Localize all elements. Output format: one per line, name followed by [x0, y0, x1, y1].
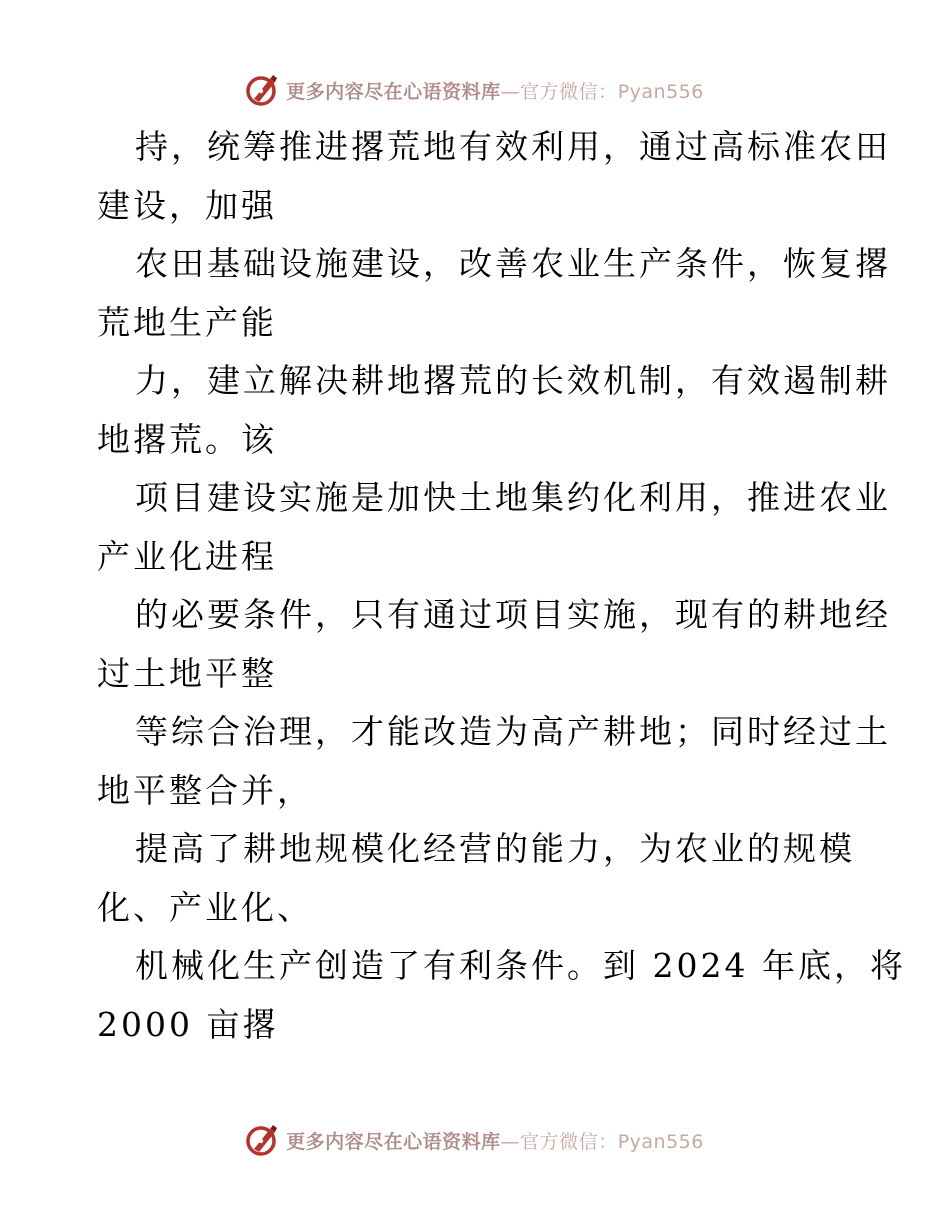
body-line: 荒地生产能 [97, 302, 277, 342]
footer-banner-dash: — [500, 1130, 521, 1153]
header-banner-text [286, 77, 704, 104]
body-line: 力，建立解决耕地撂荒的长效机制，有效遏制耕 [135, 361, 891, 400]
header-banner-wechat: Pyan556 [617, 80, 704, 103]
body-line: 地平整合并， [97, 770, 313, 810]
body-line: 化、产业化、 [97, 887, 313, 927]
body-line: 地撂荒。该 [97, 419, 277, 459]
footer-banner [0, 1120, 950, 1160]
body-line: 的必要条件，只有通过项目实施，现有的耕地经 [135, 595, 891, 634]
header-banner-main: 更多内容尽在心语资料库 [286, 80, 501, 103]
body-line: 建设，加强 [97, 185, 277, 225]
body-line: 产业化进程 [97, 536, 277, 576]
body-line: 农田基础设施建设，改善农业生产条件，恢复撂 [135, 244, 891, 283]
body-line: 机械化生产创造了有利条件。到 2024 年底，将 [135, 946, 906, 985]
footer-banner-main: 更多内容尽在心语资料库 [286, 1130, 501, 1153]
pen-logo-icon [246, 73, 280, 107]
footer-banner-text [286, 1127, 704, 1154]
header-banner-official: 官方微信： [520, 80, 618, 103]
document-body [97, 118, 906, 1054]
header-banner-dash: — [500, 80, 521, 103]
header-banner [0, 70, 950, 110]
pen-logo-icon [246, 1123, 280, 1157]
body-line: 过土地平整 [97, 653, 277, 693]
body-line: 提高了耕地规模化经营的能力，为农业的规模 [135, 829, 855, 868]
footer-banner-official: 官方微信： [520, 1130, 618, 1153]
body-line: 持，统筹推进撂荒地有效利用，通过高标准农田 [135, 127, 891, 166]
footer-banner-wechat: Pyan556 [617, 1130, 704, 1153]
body-line: 2000 亩撂 [97, 1004, 279, 1044]
body-line: 项目建设实施是加快土地集约化利用，推进农业 [135, 478, 891, 517]
body-line: 等综合治理，才能改造为高产耕地；同时经过土 [135, 712, 891, 751]
